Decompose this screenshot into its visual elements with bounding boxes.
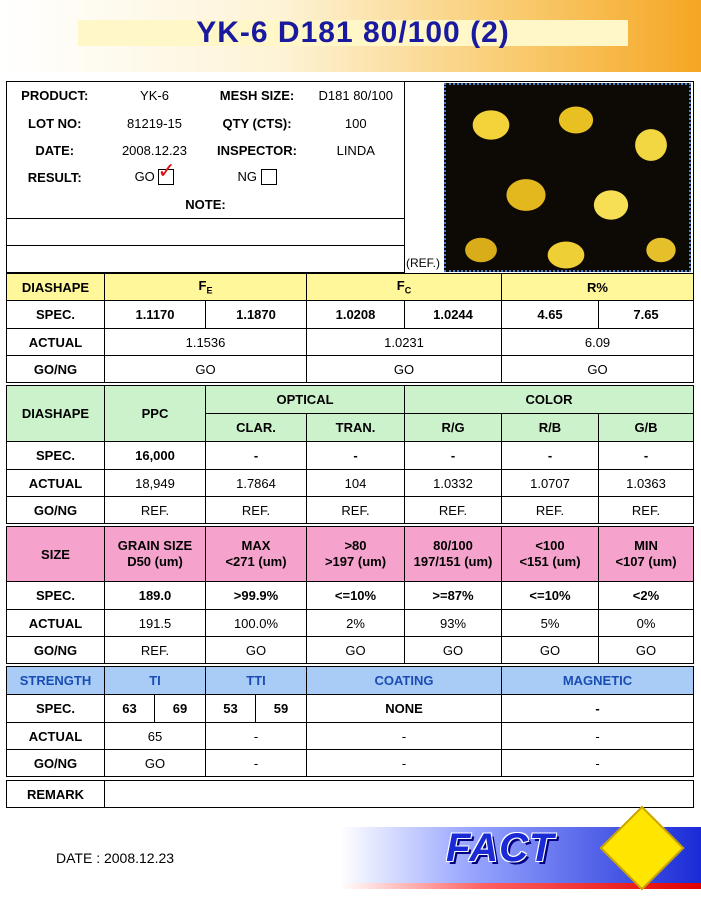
date-label: DATE: [7,137,103,164]
gong-cell: REF. [105,497,206,524]
note-label: NOTE: [7,191,405,219]
spec-cell: 63 [105,695,155,723]
spec-cell: >=87% [405,582,502,610]
size-header: SIZE [7,527,105,582]
go-label: GO [134,168,155,184]
actual-label: ACTUAL [7,470,105,497]
spec-cell: <=10% [307,582,405,610]
fc-sub: C [404,285,412,296]
actual-cell: 1.1536 [105,329,307,356]
actual-cell: 6.09 [502,329,694,356]
strength-actual-row [7,723,694,750]
ppc-header: PPC [105,386,206,442]
info-row-note-line1 [7,219,405,246]
size-col-min [599,527,694,582]
diashape1-actual-row [7,329,694,356]
actual-cell: - [206,723,307,750]
spec-cell: 1.1170 [105,301,206,329]
size-col-line: >197 (um) [324,554,387,569]
optical-header: OPTICAL [206,386,405,414]
spec-cell: - [502,695,694,723]
spec-cell: 1.1870 [206,301,307,329]
spec-cell: 189.0 [105,582,206,610]
actual-cell: - [502,723,694,750]
actual-cell: 5% [502,610,599,637]
fe-header [105,274,307,301]
remark-row [7,781,694,808]
size-col-100 [502,527,599,582]
page-title: YK-6 D181 80/100 (2) [196,16,510,49]
spec-cell: 53 [206,695,256,723]
size-spec-row [7,582,694,610]
spec-cell: 59 [256,695,307,723]
diashape1-spec-row [7,301,694,329]
spec-cell: 1.0244 [405,301,502,329]
gong-cell: REF. [502,497,599,524]
size-col-max [206,527,307,582]
mesh-label: MESH SIZE: [207,82,308,110]
spec-label: SPEC. [7,582,105,610]
subheader-cell: R/G [405,414,502,442]
spec-cell: 7.65 [599,301,694,329]
actual-cell: 1.7864 [206,470,307,497]
actual-cell: 104 [307,470,405,497]
remark-label: REMARK [7,781,105,808]
strength-header: STRENGTH [7,667,105,695]
diashape2-gong-row [7,497,694,524]
info-row-date [7,137,405,164]
tti-header: TTI [206,667,307,695]
actual-cell: 93% [405,610,502,637]
spec-cell: - [307,442,405,470]
gong-cell: REF. [307,497,405,524]
diashape2-actual-row [7,470,694,497]
inspector-label: INSPECTOR: [217,142,297,158]
actual-cell: 1.0332 [405,470,502,497]
gong-cell: GO [307,356,502,383]
size-col-line: <100 [535,538,565,553]
date-value: 2008.12.23 [121,142,188,158]
size-col-line: MAX [241,538,271,553]
spec-cell: >99.9% [206,582,307,610]
inspector-value: LINDA [308,137,405,164]
size-col-line: <107 (um) [615,554,677,569]
qty-value: 100 [308,110,405,137]
gong-label: GO/NG [7,356,105,383]
ng-label: NG [237,168,257,184]
size-col-line: GRAIN SIZE [117,538,193,553]
gong-cell: REF. [405,497,502,524]
gong-cell: GO [307,637,405,664]
actual-cell: - [307,723,502,750]
info-row-result [7,164,405,191]
spec-cell: NONE [307,695,502,723]
subheader-cell: TRAN. [307,414,405,442]
info-row-product [7,82,405,110]
actual-cell: 18,949 [105,470,206,497]
qty-label: QTY (CTS): [222,115,292,131]
gong-cell: GO [599,637,694,664]
actual-cell: 191.5 [105,610,206,637]
color-header: COLOR [405,386,694,414]
size-header-row [7,527,694,582]
size-col-line: <271 (um) [225,554,287,569]
footer-date: DATE : 2008.12.23 [56,850,175,866]
spec-cell: 1.0208 [307,301,405,329]
spec-cell: 4.65 [502,301,599,329]
diashape2-spec-row [7,442,694,470]
gong-cell: GO [405,637,502,664]
spec-cell: - [599,442,694,470]
size-table [6,526,694,664]
gong-cell: - [307,750,502,777]
gong-cell: REF. [599,497,694,524]
spec-cell: <=10% [502,582,599,610]
size-col-80 [307,527,405,582]
size-col-line: >80 [344,538,367,553]
gong-cell: REF. [105,637,206,664]
actual-label: ACTUAL [7,329,105,356]
lot-label: LOT NO: [7,110,103,137]
spec-cell: 69 [155,695,206,723]
actual-cell: 1.0231 [307,329,502,356]
spec-label: SPEC. [7,442,105,470]
size-gong-row [7,637,694,664]
diashape1-header-row [7,274,694,301]
diashape2-header: DIASHAPE [7,386,105,442]
actual-cell: 100.0% [206,610,307,637]
spec-cell: 16,000 [105,442,206,470]
size-col-grain [105,527,206,582]
diashape-table-1 [6,273,694,383]
size-col-line: 80/100 [433,538,473,553]
remark-table [6,780,694,808]
result-go [103,164,207,191]
size-col-line: MIN [634,538,658,553]
gong-cell: GO [502,356,694,383]
size-actual-row [7,610,694,637]
gong-cell: - [206,750,307,777]
fact-logo: FACT [446,826,555,870]
remark-value [105,781,694,808]
spec-label: SPEC. [7,695,105,723]
result-ng [207,164,308,191]
product-value: YK-6 [103,82,207,110]
gong-cell: GO [105,750,206,777]
subheader-cell: G/B [599,414,694,442]
diashape-table-2 [6,385,694,524]
fe-label: F [198,278,207,294]
strength-table [6,666,694,777]
ng-checkbox[interactable] [261,169,277,185]
actual-cell: 1.0707 [502,470,599,497]
fe-sub: E [206,285,213,296]
note-line [7,246,405,273]
product-label: PRODUCT: [7,82,103,110]
ref-label: (REF.) [406,256,440,270]
note-line [7,219,405,246]
strength-gong-row [7,750,694,777]
size-col-line: D50 (um) [127,554,183,569]
diashape1-gong-row [7,356,694,383]
spec-cell: - [206,442,307,470]
gong-cell: GO [502,637,599,664]
info-table [6,81,405,273]
gong-label: GO/NG [7,497,105,524]
info-row-lot [7,110,405,137]
ti-header: TI [105,667,206,695]
actual-cell: 1.0363 [599,470,694,497]
size-col-80-100 [405,527,502,582]
size-col-line: <151 (um) [519,554,581,569]
coating-header: COATING [307,667,502,695]
result-empty [308,164,405,191]
diashape1-header: DIASHAPE [7,274,105,301]
strength-header-row [7,667,694,695]
check-mark-icon: ✓ [157,163,176,184]
mesh-value: D181 80/100 [308,82,405,110]
diashape2-header-row [7,386,694,414]
spec-label: SPEC. [7,301,105,329]
info-row-note-line2 [7,246,405,273]
size-col-line: 197/151 (um) [413,554,493,569]
go-checkbox[interactable] [157,163,176,185]
fc-header [307,274,502,301]
info-row-note [7,191,405,219]
actual-label: ACTUAL [7,610,105,637]
r-header: R% [502,274,694,301]
spec-cell: <2% [599,582,694,610]
gong-cell: REF. [206,497,307,524]
fc-label: F [396,278,405,294]
gong-label: GO/NG [7,637,105,664]
gong-cell: GO [105,356,307,383]
gong-label: GO/NG [7,750,105,777]
strength-spec-row [7,695,694,723]
spec-cell: - [502,442,599,470]
actual-cell: 2% [307,610,405,637]
actual-cell: 65 [105,723,206,750]
gong-cell: GO [206,637,307,664]
lot-value: 81219-15 [127,115,182,131]
subheader-cell: R/B [502,414,599,442]
gong-cell: - [502,750,694,777]
spec-cell: - [405,442,502,470]
diamond-photo [444,83,691,272]
actual-cell: 0% [599,610,694,637]
result-label: RESULT: [7,164,103,191]
magnetic-header: MAGNETIC [502,667,694,695]
subheader-cell: CLAR. [206,414,307,442]
actual-label: ACTUAL [7,723,105,750]
